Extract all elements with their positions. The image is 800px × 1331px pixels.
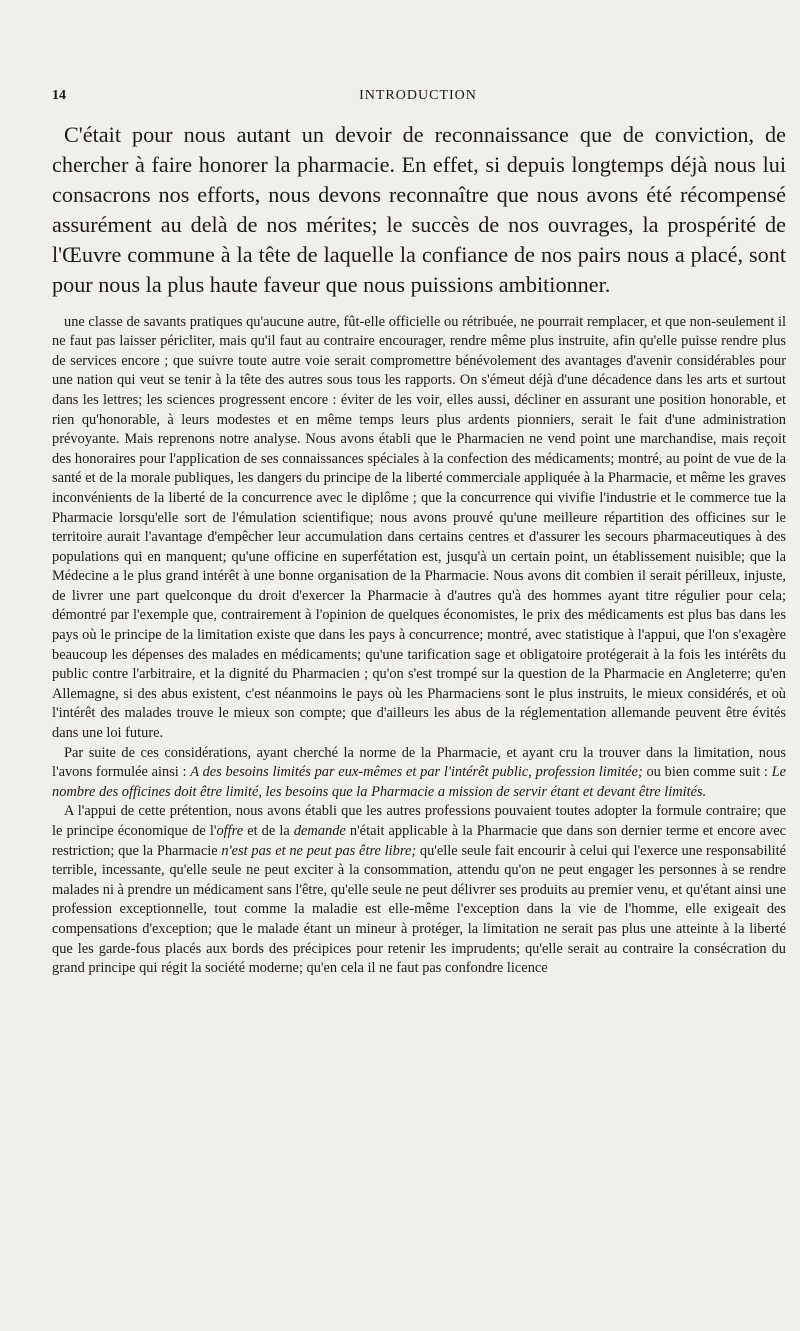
text-run: , [528, 764, 536, 781]
footnote-paragraph-2 [52, 744, 786, 803]
footnote-block [52, 313, 786, 979]
italic-run: A des besoins limités par eux-mêmes et par l'intérêt public [190, 764, 529, 781]
italic-run: profession limitée; [535, 764, 643, 781]
running-title: INTRODUCTION [359, 88, 477, 103]
text-run: qu'elle seule fait encourir à celui qui l'exerce une responsabilité terrible, incessante, qu'elle seule ne peut exciter à la consommation, attendu qu'on ne peut engager les personnes à se rendre malades ni à prendre un médicament sans l'être, qu'elle seule ne peut délivrer ses produits au premier venu, et qu'étant ainsi une profession exceptionnelle, tout comme la maladie est elle-même l'exception dans la vie de l'homme, elle exigeait des compensations d'exception; que le malade étant un mineur à protéger, la limitation ne serait pas plus une atteinte à la liberté que les garde-fous placés aux bords des précipices pour retenir les imprudents; qu'elle serait au contraire la consécration du grand principe qui régit la société moderne; qu'en cela il ne faut pas confondre licence [52, 842, 786, 977]
text-run: n'était applicable à la Pharmacie que dans son dernier terme et encore avec restriction; que la Pharmacie [52, 823, 786, 859]
text-run: et de la [243, 823, 294, 839]
text-run: Par suite de ces considérations, ayant cherché la norme de la Pharmacie, et ayant cru la trouver dans la limitation, nous l'avons formulée ainsi : [52, 744, 786, 781]
page-number: 14 [52, 88, 66, 103]
italic-run: offre [216, 823, 244, 839]
italic-run: Le nombre des officines doit être limité, les besoins que la Pharmacie a mission de servir étant et devant être limités. [52, 764, 786, 800]
italic-run: n'est pas et ne peut pas être libre; [221, 842, 417, 859]
text-run: A l'appui de cette prétention, nous avons établi que les autres professions pouvaient toutes adopter la formule contraire; que le principe économique de l' [52, 803, 786, 839]
running-head [52, 88, 784, 108]
page-content [52, 120, 786, 979]
lead-paragraph: C'était pour nous autant un devoir de reconnaissance que de conviction, de chercher à faire honorer la pharmacie. En effet, si depuis longtemps déjà nous lui consacrons nos efforts, nous devons reconnaître que nous avons été récompensé assurément au delà de nos mérites; le succès de nos ouvrages, la prospérité de l'Œuvre commune à la tête de laquelle la confiance de nos pairs nous a placé, sont pour nous la plus haute faveur que nous puissions ambitionner. [52, 122, 786, 298]
footnote-paragraph-1: une classe de savants pratiques qu'aucune autre, fût-elle officielle ou rétribuée, ne pourrait remplacer, et que non-seulement il ne faut pas laisser péricliter, mais qu'il faut au contraire encourager, rendre même plus instruite, afin qu'elle puisse rendre plus de services encore ; que suivre toute autre voie serait compromettre bénévolement des avantages d'avenir considérables pour une nation qui veut se tenir à la tête des autres sous tous les rapports. On s'émeut déjà d'une décadence dans les arts et surtout dans les lettres; les sciences progressent encore : éviter de les voir, elles aussi, décliner en assurant une position honorable, et rien qu'honorable, à leurs modestes et en même temps leurs plus ardents pionniers, serait le fait d'une administration prévoyante. Mais reprenons notre analyse. Nous avons établi que le Pharmacien ne vend point une marchandise, mais reçoit des honoraires pour l'application de ses connaissances spéciales à la confection des médicaments; montré, au point de vue de la santé et de la morale publiques, les dangers du principe de la liberté commerciale appliquée à la Pharmacie, et même les graves inconvénients de la liberté de la concurrence avec le diplôme ; que la concurrence qui vivifie l'industrie et le commerce tue la Pharmacie lorsqu'elle sort de l'émulation scientifique; nous avons prouvé qu'une meilleure répartition des officines sur le territoire aurait l'avantage d'empêcher leur accumulation dans certains centres et d'assurer les secours pharmaceutiques à des populations qui en manquent; qu'une officine en superfétation est, jusqu'à un certain point, un établissement nuisible; que la Médecine a le plus grand intérêt à une bonne organisation de la Pharmacie. Nous avons dit combien il serait périlleux, injuste, de livrer une part quelconque du droit d'exercer la Pharmacie à d'autres qu'à des hommes ayant titre régulier pour cela; démontré par l'exemple que, contrairement à l'opinion de quelques économistes, le prix des médicaments est plus bas dans les pays où le principe de la limitation existe que dans les pays à concurrence; montré, avec statistique à l'appui, que l'on s'exagère beaucoup les dépenses des malades en médicaments; qu'une tarification sage et obligatoire protégerait à la fois les intérêts du public contre l'arbitraire, et la dignité du Pharmacien ; qu'on s'est trompé sur la question de la Pharmacie en Angleterre; qu'en Allemagne, si des abus existent, c'est néanmoins le pays où les Pharmaciens sont le plus instruits, le mieux considérés, et où l'intérêt des malades trouve le mieux son compte; que d'ailleurs les abus de la réglementation allemande peuvent être évités dans une loi future. [52, 313, 786, 742]
italic-run: demande [293, 823, 346, 839]
text-run: ou bien comme suit : [642, 764, 772, 781]
footnote-paragraph-3 [52, 802, 786, 978]
